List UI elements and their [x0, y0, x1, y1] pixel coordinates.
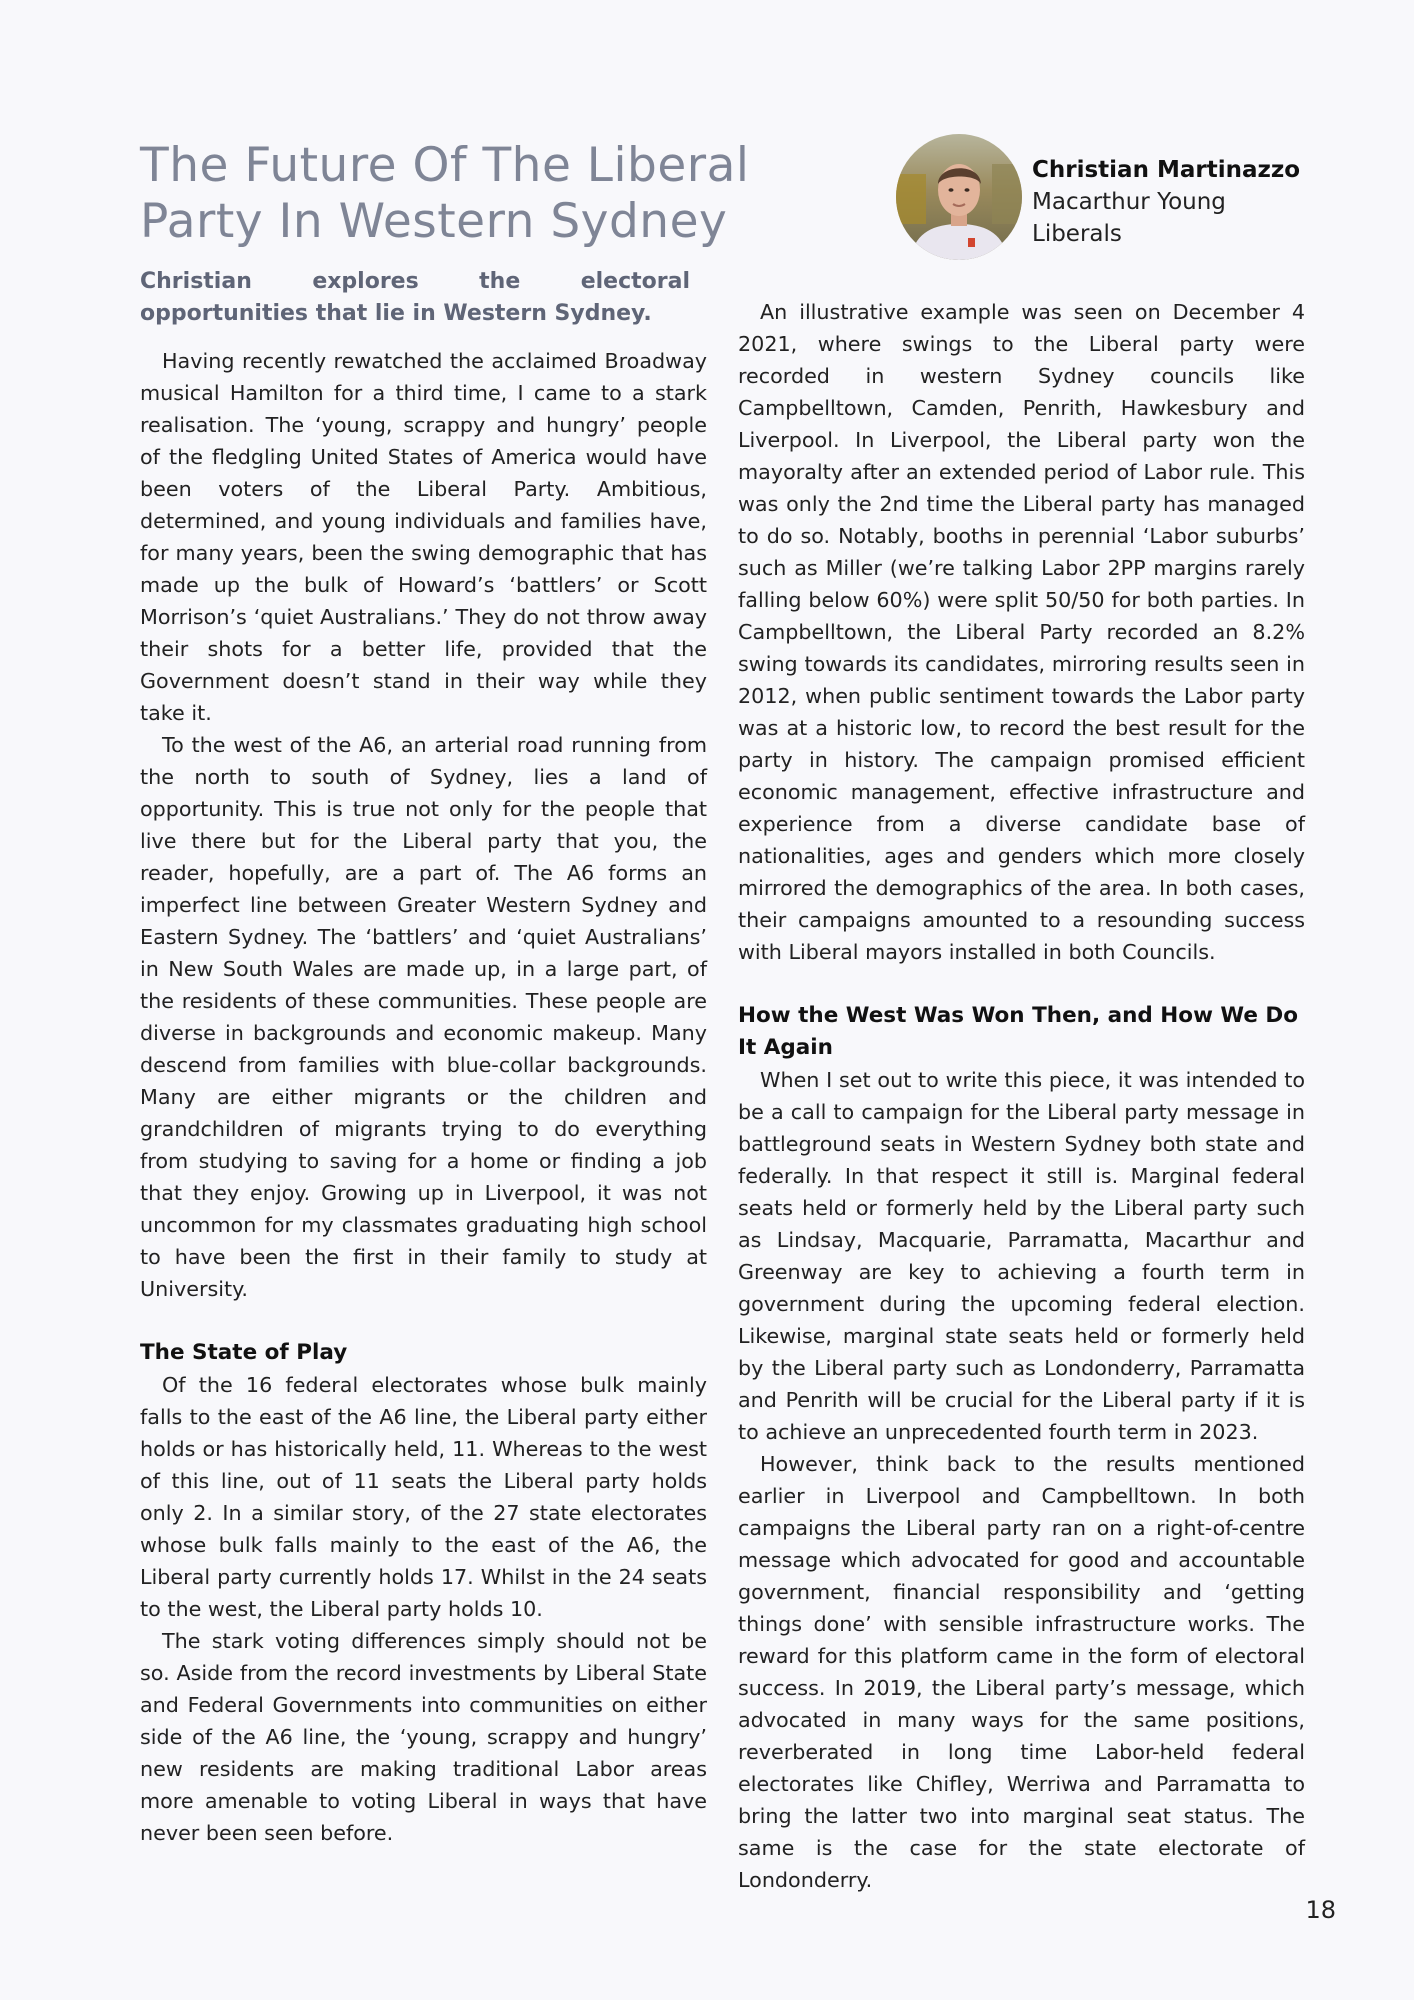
section-spacer [140, 1305, 707, 1337]
section-heading: The State of Play [140, 1340, 348, 1365]
author-photo [896, 134, 1022, 260]
paragraph: The stark voting differences simply should not be so. Aside from the record investments by Liberal State and Federal Governments into communities on either side of the A6 line, the ‘young, scrappy and hungry’ new residents are making traditional Labor areas more amenable to voting Liberal in ways that have never been seen before. [140, 1629, 707, 1845]
paragraph: An illustrative example was seen on December 4 2021, where swings to the Liberal party were recorded in western Sydney councils like Campbelltown, Camden, Penrith, Hawkesbury and Liverpool. In Liverpool, the Liberal party won the mayoralty after an extended period of Labor rule. This was only the 2nd time the Liberal party has managed to do so. Notably, booths in perennial ‘Labor suburbs’ such as Miller (we’re talking Labor 2PP margins rarely falling below 60%) were split 50/50 for both parties. In Campbelltown, the Liberal Party recorded an 8.2% swing towards its candidates, mirroring results seen in 2012, when public sentiment towards the Labor party was at a historic low, to record the best result for the party in history. The campaign promised efficient economic management, effective infrastructure and experience from a diverse candidate base of nationalities, ages and genders which more closely mirrored the demographics of the area. In both cases, their campaigns amounted to a resounding success with Liberal mayors installed in both Councils. [738, 300, 1305, 964]
article-standfirst: Christian explores the electoral opportunities that lie in Western Sydney. [140, 269, 690, 326]
paragraph: However, think back to the results mentioned earlier in Liverpool and Campbelltown. In both campaigns the Liberal party ran on a right-of-centre message which advocated for good and accountable government, financial responsibility and ‘getting things done’ with sensible infrastructure works. The reward for this platform came in the form of electoral success. In 2019, the Liberal party’s message, which advocated in many ways for the same positions, reverberated in long time Labor-held federal electorates like Chifley, Werriwa and Parramatta to bring the latter two into marginal seat status. The same is the case for the state electorate of Londonderry. [738, 1452, 1305, 1892]
paragraph: Of the 16 federal electorates whose bulk mainly falls to the east of the A6 line, the Liberal party either holds or has historically held, 11. Whereas to the west of this line, out of 11 seats the Liberal party holds only 2. In a similar story, of the 27 state electorates whose bulk falls mainly to the east of the A6, the Liberal party currently holds 17. Whilst in the 24 seats to the west, the Liberal party holds 10. [140, 1373, 707, 1621]
paragraph: When I set out to write this piece, it was intended to be a call to campaign for the Liberal party message in battleground seats in Western Sydney both state and federally. In that respect it still is. Marginal federal seats held or formerly held by the Liberal party such as Lindsay, Macquarie, Parramatta, Macarthur and Greenway are key to achieving a fourth term in government during the upcoming federal election. Likewise, marginal state seats held or formerly held by the Liberal party such as Londonderry, Parramatta and Penrith will be crucial for the Liberal party if it is to achieve an unprecedented fourth term in 2023. [738, 1068, 1305, 1444]
paragraph: To the west of the A6, an arterial road running from the north to south of Sydney, lies a land of opportunity. This is true not only for the people that live there but for the Liberal party that you, the reader, hopefully, are a part of. The A6 forms an imperfect line between Greater Western Sydney and Eastern Sydney. The ‘battlers’ and ‘quiet Australians’ in New South Wales are made up, in a large part, of the residents of these communities. These people are diverse in backgrounds and economic makeup. Many descend from families with blue-collar backgrounds. Many are either migrants or the children and grandchildren of migrants trying to do everything from studying to saving for a home or finding a job that they enjoy. Growing up in Liverpool, it was not uncommon for my classmates graduating high school to have been the first in their family to study at University. [140, 733, 707, 1301]
paragraph: Having recently rewatched the acclaimed Broadway musical Hamilton for a third time, I came to a stark realisation. The ‘young, scrappy and hungry’ people of the fledgling United States of America would have been voters of the Liberal Party. Ambitious, determined, and young individuals and families have, for many years, been the swing demographic that has made up the bulk of Howard’s ‘battlers’ or Scott Morrison’s ‘quiet Australians.’ They do not throw away their shots for a better life, provided that the Government doesn’t stand in their way while they take it. [140, 349, 707, 725]
section-spacer [738, 968, 1305, 1000]
page-number: 18 [1305, 1896, 1336, 1924]
right-column [738, 296, 1305, 1896]
section-heading: How the West Was Won Then, and How We Do It Again [738, 1003, 1299, 1060]
author-organisation: Macarthur Young Liberals [1032, 189, 1226, 247]
article-title [140, 138, 900, 250]
article-title-line-1: The Future Of The Liberal [140, 138, 750, 193]
author-name: Christian Martinazzo [1032, 157, 1301, 183]
author-byline [1032, 154, 1302, 250]
left-column [140, 345, 707, 1849]
article-title-line-2: Party In Western Sydney [140, 194, 728, 249]
author-photo-illustration [896, 134, 1022, 260]
